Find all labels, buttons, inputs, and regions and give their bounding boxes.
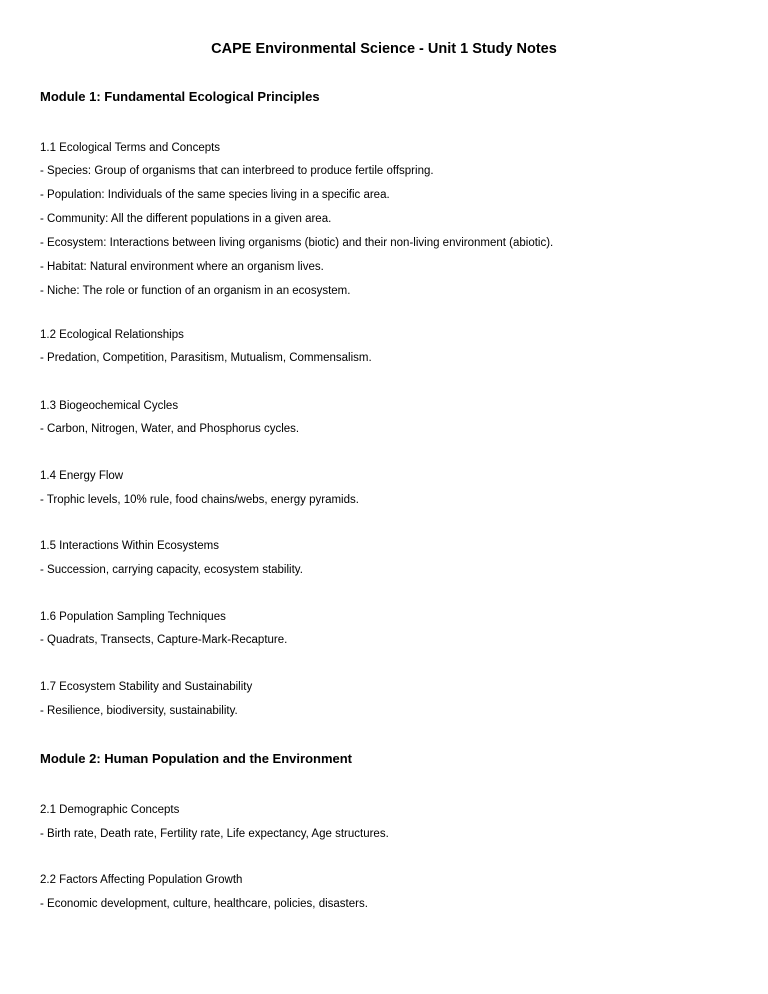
section-1-5-heading: 1.5 Interactions Within Ecosystems xyxy=(40,540,219,552)
section-1-6-heading: 1.6 Population Sampling Techniques xyxy=(40,611,226,623)
section-1-1-heading: 1.1 Ecological Terms and Concepts xyxy=(40,142,221,154)
list-item: - Species: Group of organisms that can interbreed to produce fertile offspring. xyxy=(40,165,434,177)
list-item: - Trophic levels, 10% rule, food chains/webs, energy pyramids. xyxy=(40,494,359,506)
section-2-1-heading: 2.1 Demographic Concepts xyxy=(40,804,180,816)
section-1-7-heading: 1.7 Ecosystem Stability and Sustainability xyxy=(40,681,253,693)
list-item: - Quadrats, Transects, Capture-Mark-Recapture. xyxy=(40,634,288,646)
section-1-3-heading: 1.3 Biogeochemical Cycles xyxy=(40,400,179,412)
list-item: - Birth rate, Death rate, Fertility rate, Life expectancy, Age structures. xyxy=(40,828,389,840)
list-item: - Habitat: Natural environment where an organism lives. xyxy=(40,261,324,273)
list-item: - Community: All the different populations in a given area. xyxy=(40,213,332,225)
list-item: - Ecosystem: Interactions between living organisms (biotic) and their non-living environment (abiotic). xyxy=(40,237,554,249)
list-item: - Succession, carrying capacity, ecosystem stability. xyxy=(40,564,303,576)
list-item: - Population: Individuals of the same species living in a specific area. xyxy=(40,189,390,201)
list-item: - Carbon, Nitrogen, Water, and Phosphorus cycles. xyxy=(40,423,300,435)
section-2-2-heading: 2.2 Factors Affecting Population Growth xyxy=(40,874,243,886)
list-item: - Resilience, biodiversity, sustainability. xyxy=(40,705,238,717)
list-item: - Predation, Competition, Parasitism, Mutualism, Commensalism. xyxy=(40,352,372,364)
list-item: - Economic development, culture, healthcare, policies, disasters. xyxy=(40,898,368,910)
section-1-2-heading: 1.2 Ecological Relationships xyxy=(40,329,184,341)
module-2-heading: Module 2: Human Population and the Environment xyxy=(40,751,353,766)
list-item: - Niche: The role or function of an organism in an ecosystem. xyxy=(40,285,351,297)
module-1-heading: Module 1: Fundamental Ecological Principles xyxy=(40,89,320,104)
document-title: CAPE Environmental Science - Unit 1 Study Notes xyxy=(211,41,557,57)
section-1-4-heading: 1.4 Energy Flow xyxy=(40,470,124,482)
